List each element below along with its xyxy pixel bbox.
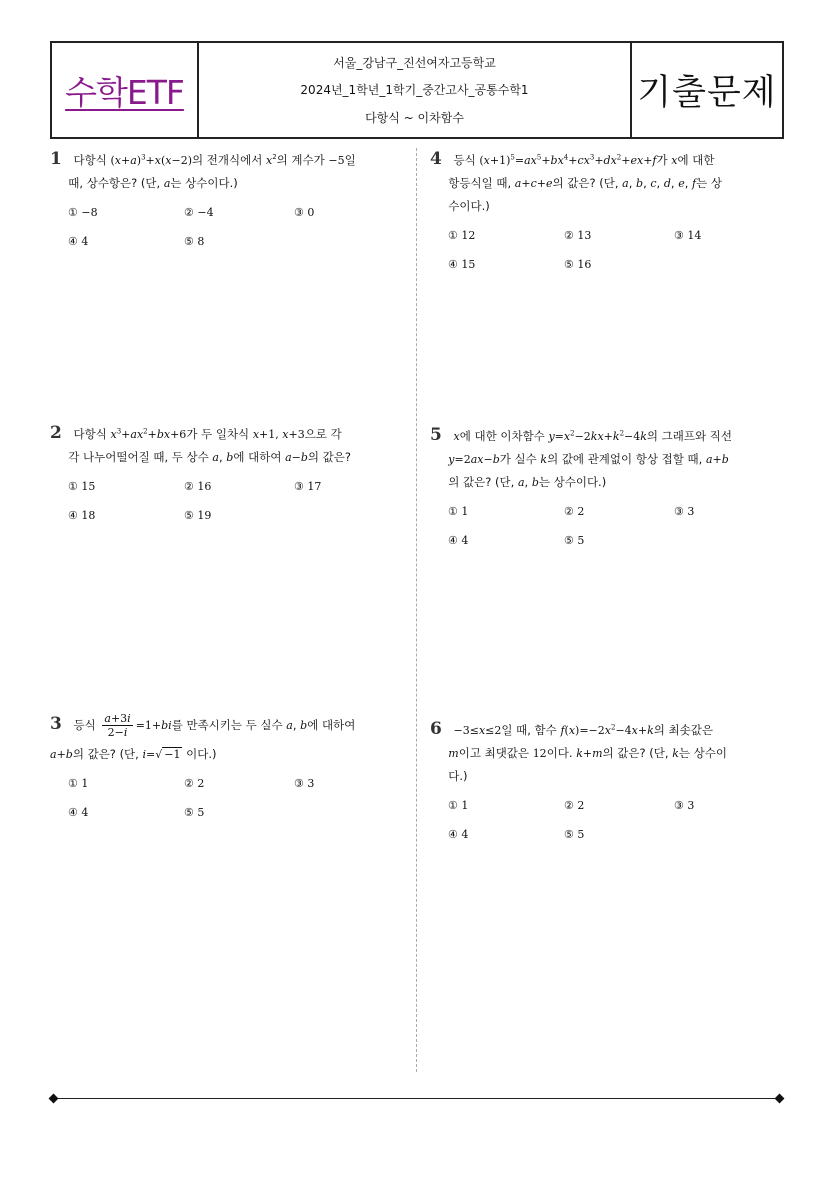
brand-logo xyxy=(52,43,199,137)
choice[interactable]: ③ 3 xyxy=(674,505,695,518)
choice[interactable]: ① 1 xyxy=(68,777,89,790)
choice[interactable]: ④ 4 xyxy=(448,828,469,841)
choice[interactable]: ④ 4 xyxy=(448,534,469,547)
question-number: 5 xyxy=(430,425,442,445)
question-number: 3 xyxy=(50,714,62,734)
choice[interactable]: ⑤ 19 xyxy=(184,509,212,522)
choice[interactable]: ① −8 xyxy=(68,206,98,219)
page-title: 기출문제 xyxy=(637,73,777,113)
choice[interactable]: ⑤ 5 xyxy=(184,806,205,819)
choice[interactable]: ① 15 xyxy=(68,480,96,493)
choice[interactable]: ② 13 xyxy=(564,229,592,242)
choice[interactable]: ③ 17 xyxy=(294,480,322,493)
choice[interactable]: ② 2 xyxy=(564,799,585,812)
choice-list xyxy=(430,794,780,846)
column-divider xyxy=(416,148,417,1072)
question-number: 2 xyxy=(50,423,62,443)
choice[interactable]: ① 1 xyxy=(448,505,469,518)
question-6 xyxy=(430,718,780,846)
logo-text: 수학ETF xyxy=(65,72,184,112)
choice[interactable]: ④ 4 xyxy=(68,235,89,248)
question-stem: 6 −3≤x≤2일 때, 함수 $f(x)=-2x^2-4x+k$의 최솟값은 m이고 최댓값은 12이다. k+m의 값은? (단, k는 상수이 다.) xyxy=(430,719,727,783)
choice-list xyxy=(430,500,780,552)
choice[interactable]: ② 16 xyxy=(184,480,212,493)
choice[interactable]: ③ 3 xyxy=(294,777,315,790)
question-number: 4 xyxy=(430,149,442,169)
exam-name: 2024년_1학년_1학기_중간고사_공통수학1 xyxy=(300,83,529,98)
question-4 xyxy=(430,148,780,276)
choice-list xyxy=(50,772,400,824)
choice[interactable]: ③ 14 xyxy=(674,229,702,242)
question-number: 1 xyxy=(50,149,62,169)
choice[interactable]: ⑤ 16 xyxy=(564,258,592,271)
choice[interactable]: ② 2 xyxy=(184,777,205,790)
choice[interactable]: ② 2 xyxy=(564,505,585,518)
question-stem: 5 x에 대한 이차함수 $y=x^2-2kx+k^2-4k$의 그래프와 직선 y=2ax−b가 실수 k의 값에 관계없이 항상 접할 때, a+b 의 값은? (단, a, b는 상수이다.) xyxy=(430,425,732,489)
choice[interactable]: ⑤ 5 xyxy=(564,828,585,841)
choice[interactable]: ⑤ 5 xyxy=(564,534,585,547)
diamond-icon xyxy=(775,1094,785,1104)
choice[interactable]: ④ 4 xyxy=(68,806,89,819)
choice[interactable]: ③ 3 xyxy=(674,799,695,812)
question-5 xyxy=(430,424,780,552)
choice[interactable]: ② −4 xyxy=(184,206,214,219)
question-2 xyxy=(50,422,400,527)
choice[interactable]: ④ 18 xyxy=(68,509,96,522)
question-stem: 2 다항식 $x^3+ax^2+bx+6$가 두 일차식 x+1, x+3으로 각 각 나누어떨어질 때, 두 상수 a, b에 대하여 a−b의 값은? xyxy=(50,423,352,464)
fraction: $\frac{a+3i}{2-i}$ xyxy=(104,712,131,739)
choice[interactable]: ① 12 xyxy=(448,229,476,242)
question-stem: 3 등식 $\frac{a+3i}{2-i}$ =1+bi를 만족시키는 두 실수 a, b에 대하여 xyxy=(50,712,356,739)
choice[interactable]: ③ 0 xyxy=(294,206,315,219)
exam-scope: 다항식 ~ 이차함수 xyxy=(365,110,464,125)
question-number: 6 xyxy=(430,719,442,739)
exam-info xyxy=(199,43,632,137)
question-1 xyxy=(50,148,400,253)
school-name: 서울_강남구_진선여자고등학교 xyxy=(333,56,496,71)
footer-rule xyxy=(53,1098,780,1099)
choice-list xyxy=(50,475,400,527)
question-3: 3 등식 $\frac{a+3i}{2-i}$ =1+bi를 만족시키는 두 실수 a, b에 대하여 a+b의 값은? (단, i=√ −1 이다.) ① 1 ② 2 ③ 3 ④ 4 ⑤ 5 xyxy=(50,712,400,824)
choice[interactable]: ⑤ 8 xyxy=(184,235,205,248)
question-stem: 4 등식 $(x+1)^5=ax^5+bx^4+cx^3+dx^2+ex+f$가 x에 대한 항등식일 때, a+c+e의 값은? (단, a, b, c, d, e, f는 상 수이다.) xyxy=(430,149,722,213)
diamond-icon xyxy=(49,1094,59,1104)
choice[interactable]: ① 1 xyxy=(448,799,469,812)
question-stem: 1 다항식 $(x+a)^3+x(x-2)$의 전개식에서 $x^2$의 계수가 −5일 때, 상수항은? (단, a는 상수이다.) xyxy=(50,149,356,190)
choice-list xyxy=(430,224,780,276)
choice[interactable]: ④ 15 xyxy=(448,258,476,271)
choice-list xyxy=(50,201,400,253)
exam-header xyxy=(50,41,784,139)
